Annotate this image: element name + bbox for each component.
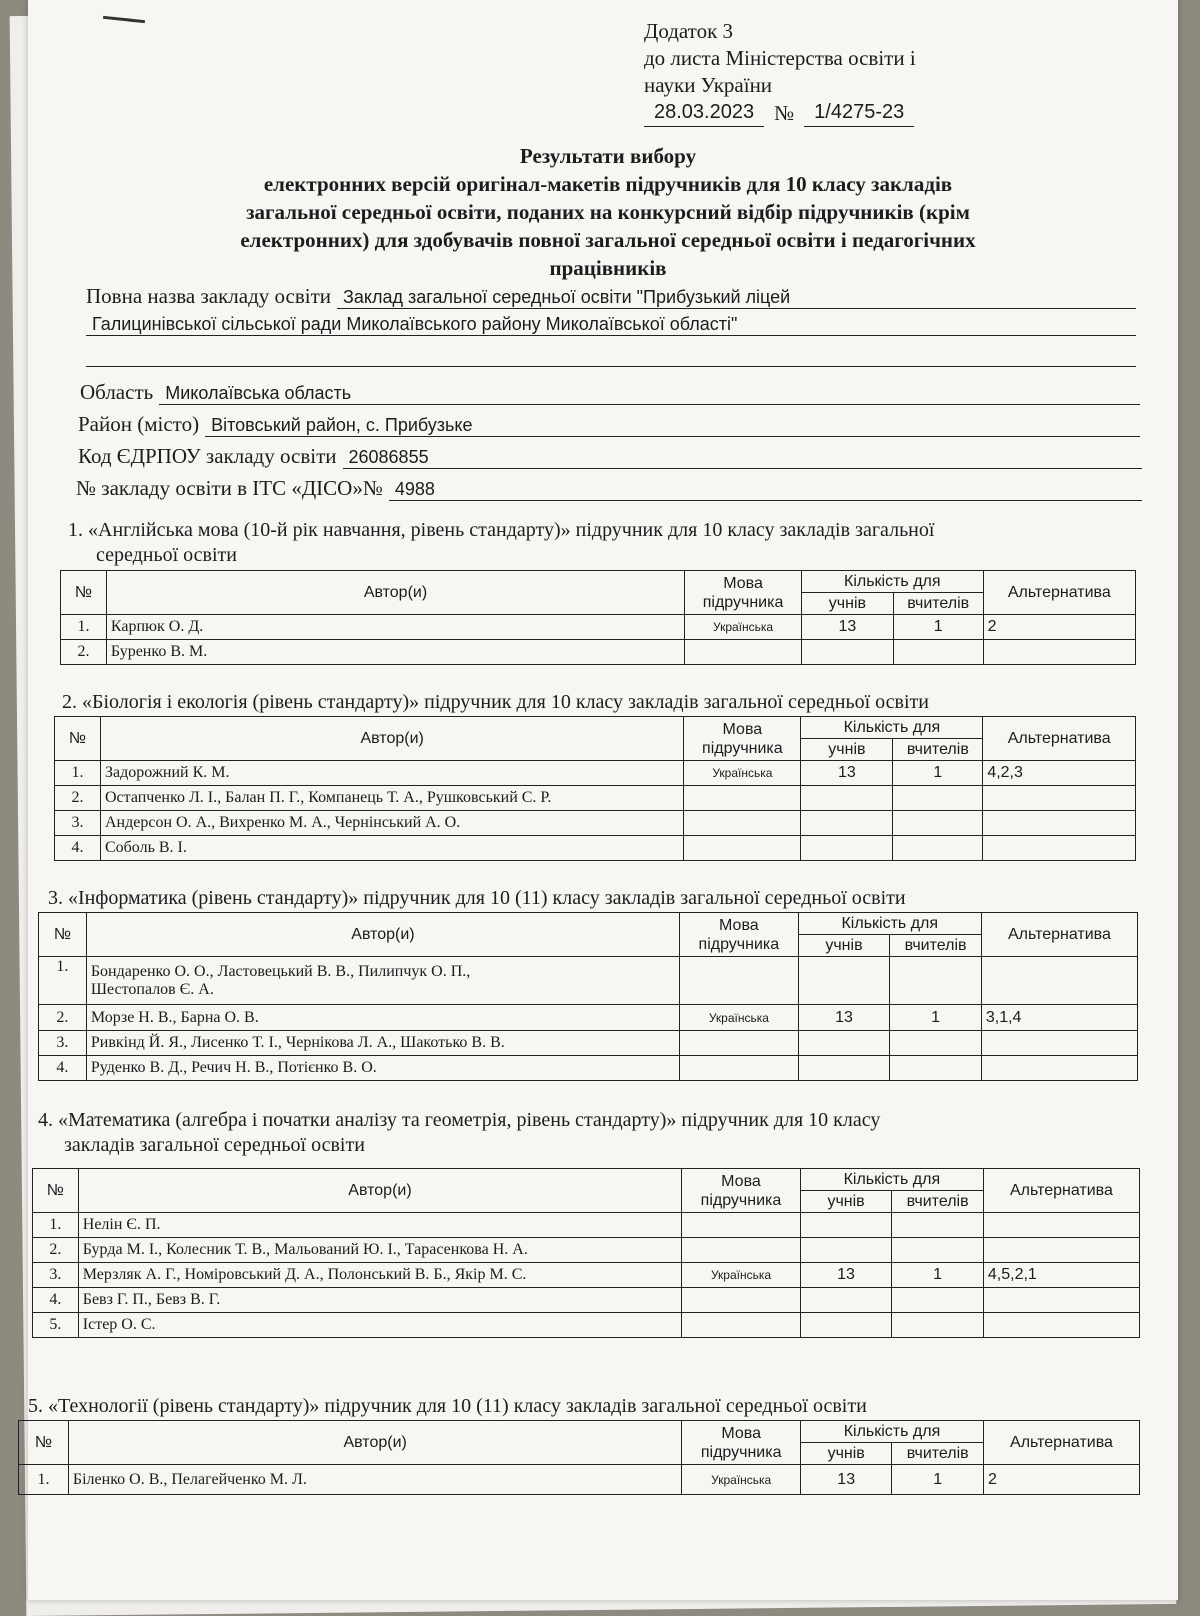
col-students-header: учнів — [800, 1443, 892, 1465]
region-label: Область — [80, 380, 154, 404]
table-header-row — [19, 1421, 1140, 1443]
section-3-title-line-1: 3. «Інформатика (рівень стандарту)» підручник для 10 (11) класу закладів загальної середньої освіти — [48, 887, 906, 909]
col-no-header: № — [39, 913, 87, 957]
table-row — [39, 1005, 1138, 1031]
row-teachers: 1 — [892, 1263, 984, 1288]
col-qty-header: Кількість для — [800, 1421, 983, 1443]
col-teachers-header: вчителів — [892, 1443, 984, 1465]
row-author: Руденко В. Д., Речич Н. В., Потієнко В. О. — [86, 1056, 679, 1081]
table-row — [33, 1238, 1140, 1263]
row-teachers — [892, 1288, 984, 1313]
row-students — [800, 1238, 892, 1263]
title-line-5: працівників — [549, 256, 667, 280]
row-author: Буренко В. М. — [106, 640, 684, 665]
row-students: 13 — [801, 761, 893, 786]
region-value: Миколаївська область — [159, 383, 1140, 405]
document-title — [98, 142, 1118, 282]
row-author: Задорожний К. М. — [100, 761, 683, 786]
row-lang — [684, 811, 801, 836]
row-students — [801, 836, 893, 861]
row-no: 1. — [39, 957, 87, 1005]
col-qty-header: Кількість для — [801, 717, 983, 739]
its-value: 4988 — [389, 479, 1142, 501]
row-author: Мерзляк А. Г., Номіровський Д. А., Полонський В. Б., Якір М. С. — [78, 1263, 681, 1288]
blank-line — [86, 366, 1136, 367]
col-teachers-header: вчителів — [892, 1191, 984, 1213]
row-lang — [684, 786, 801, 811]
section-2-title — [62, 690, 1152, 715]
col-authors-header: Автор(и) — [100, 717, 683, 761]
letter-number: 1/4275-23 — [804, 99, 914, 127]
section-2-title-line-1: 2. «Біологія і екологія (рівень стандарту)» підручник для 10 класу закладів загальної середньої освіти — [62, 691, 929, 713]
table-row — [61, 615, 1136, 640]
col-qty-header: Кількість для — [798, 913, 981, 935]
row-alt — [983, 811, 1136, 836]
table-row — [33, 1213, 1140, 1238]
row-teachers — [892, 1213, 984, 1238]
row-students: 13 — [800, 1465, 892, 1495]
col-no-header: № — [61, 571, 107, 615]
row-alt — [983, 836, 1136, 861]
row-students — [798, 1056, 890, 1081]
row-teachers — [893, 811, 983, 836]
row-students — [800, 1288, 892, 1313]
row-lang — [684, 836, 801, 861]
row-lang — [682, 1238, 801, 1263]
section-1-table — [60, 570, 1136, 665]
row-teachers — [893, 836, 983, 861]
fullname-field — [86, 284, 1136, 309]
district-field — [78, 412, 1140, 437]
row-alt — [981, 1031, 1137, 1056]
row-lang — [680, 957, 799, 1005]
row-teachers — [890, 1031, 982, 1056]
row-alt — [983, 1288, 1139, 1313]
row-author-line-2: Шестопалов Є. А. — [90, 980, 214, 998]
appendix-line-2: до листа Міністерства освіти і — [644, 46, 916, 70]
section-3-title — [48, 886, 1148, 911]
edrpou-label: Код ЄДРПОУ закладу освіти — [78, 444, 337, 468]
col-authors-header: Автор(и) — [68, 1421, 682, 1465]
row-lang: Українська — [685, 615, 802, 640]
table-row — [55, 786, 1136, 811]
edrpou-field — [78, 444, 1142, 469]
row-author: Біленко О. В., Пелагейченко М. Л. — [68, 1465, 682, 1495]
row-author: Істер О. С. — [78, 1313, 681, 1338]
row-students: 13 — [801, 615, 893, 640]
row-teachers: 1 — [892, 1465, 984, 1495]
col-lang-header: Мова підручника — [682, 1169, 801, 1213]
table-row — [39, 1031, 1138, 1056]
table-row — [39, 1056, 1138, 1081]
row-lang: Українська — [682, 1465, 801, 1495]
row-no: 1. — [33, 1213, 79, 1238]
table-header-row — [33, 1169, 1140, 1191]
row-no: 4. — [39, 1056, 87, 1081]
table-row — [33, 1263, 1140, 1288]
row-teachers — [892, 1238, 984, 1263]
row-teachers — [893, 640, 983, 665]
table-row — [55, 761, 1136, 786]
row-alt — [983, 1238, 1139, 1263]
col-students-header: учнів — [801, 739, 893, 761]
row-teachers: 1 — [890, 1005, 982, 1031]
col-teachers-header: вчителів — [893, 739, 983, 761]
row-lang: Українська — [680, 1005, 799, 1031]
row-lang: Українська — [682, 1263, 801, 1288]
section-5-title — [28, 1394, 1148, 1419]
col-teachers-header: вчителів — [890, 935, 982, 957]
col-authors-header: Автор(и) — [78, 1169, 681, 1213]
table-row — [55, 836, 1136, 861]
col-no-header: № — [55, 717, 101, 761]
row-no: 3. — [39, 1031, 87, 1056]
col-no-header: № — [33, 1169, 79, 1213]
fullname-value-2: Галицинівської сільської ради Миколаївського району Миколаївської області" — [86, 314, 1136, 336]
col-alt-header: Альтернатива — [983, 571, 1135, 615]
region-field — [80, 380, 1140, 405]
row-alt — [983, 640, 1135, 665]
col-students-header: учнів — [798, 935, 890, 957]
table-row — [61, 640, 1136, 665]
district-label: Район (місто) — [78, 412, 200, 436]
row-alt — [983, 1313, 1139, 1338]
its-field — [76, 476, 1142, 501]
col-alt-header: Альтернатива — [983, 717, 1136, 761]
fullname-label: Повна назва закладу освіти — [86, 284, 332, 308]
row-lang — [682, 1288, 801, 1313]
row-author: Нелін Є. П. — [78, 1213, 681, 1238]
fullname-field-2 — [86, 314, 1136, 336]
edrpou-value: 26086855 — [343, 447, 1143, 469]
appendix-header — [644, 18, 1064, 127]
section-4-title-line-1: 4. «Математика (алгебра і початки аналізу та геометрія, рівень стандарту)» підручник для 10 класу — [38, 1109, 881, 1131]
row-no: 1. — [55, 761, 101, 786]
section-2-table — [54, 716, 1136, 861]
row-no: 2. — [55, 786, 101, 811]
row-no: 3. — [33, 1263, 79, 1288]
row-lang — [680, 1031, 799, 1056]
table-header-row — [61, 571, 1136, 593]
pen-mark — [103, 16, 145, 23]
title-line-1: Результати вибору — [519, 144, 697, 168]
row-author: Морзе Н. В., Барна О. В. — [86, 1005, 679, 1031]
row-students — [800, 1213, 892, 1238]
row-students: 13 — [800, 1263, 892, 1288]
section-3-table — [38, 912, 1138, 1081]
row-no: 1. — [61, 615, 107, 640]
number-sign: № — [774, 101, 795, 125]
row-author: Андерсон О. А., Вихренко М. А., Чернінський А. О. — [100, 811, 683, 836]
row-students: 13 — [798, 1005, 890, 1031]
row-alt — [981, 1056, 1137, 1081]
col-lang-header: Мова підручника — [685, 571, 802, 615]
section-4-title-line-2: закладів загальної середньої освіти — [64, 1134, 365, 1156]
title-line-4: електронних) для здобувачів повної загальної середньої освіти і педагогічних — [240, 228, 976, 252]
row-teachers: 1 — [893, 761, 983, 786]
col-authors-header: Автор(и) — [106, 571, 684, 615]
section-1-title — [68, 518, 1148, 568]
col-lang-header: Мова підручника — [680, 913, 799, 957]
row-lang — [685, 640, 802, 665]
row-author: Бевз Г. П., Бевз В. Г. — [78, 1288, 681, 1313]
row-no: 1. — [19, 1465, 69, 1495]
row-no: 2. — [33, 1238, 79, 1263]
row-teachers — [892, 1313, 984, 1338]
col-alt-header: Альтернатива — [983, 1421, 1139, 1465]
row-students — [801, 640, 893, 665]
row-teachers — [890, 957, 982, 1005]
table-row — [39, 957, 1138, 1005]
row-students — [801, 786, 893, 811]
row-alt: 3,1,4 — [981, 1005, 1137, 1031]
row-author — [86, 957, 679, 1005]
section-1-title-line-2: середньої освіти — [96, 544, 237, 566]
col-alt-header: Альтернатива — [981, 913, 1137, 957]
row-students — [800, 1313, 892, 1338]
section-4-table — [32, 1168, 1140, 1338]
row-no: 5. — [33, 1313, 79, 1338]
row-no: 4. — [55, 836, 101, 861]
row-lang — [682, 1213, 801, 1238]
row-author: Остапченко Л. І., Балан П. Г., Компанець Т. А., Рушковський С. Р. — [100, 786, 683, 811]
fullname-value-1: Заклад загальної середньої освіти "Прибузький ліцей — [337, 287, 1136, 309]
document-page — [28, 0, 1178, 1600]
title-line-2: електронних версій оригінал-макетів підручників для 10 класу закладів — [263, 172, 953, 196]
row-teachers — [893, 786, 983, 811]
district-value: Вітовський район, с. Прибузьке — [205, 415, 1140, 437]
row-lang: Українська — [684, 761, 801, 786]
row-teachers — [890, 1056, 982, 1081]
row-teachers: 1 — [893, 615, 983, 640]
table-row — [55, 811, 1136, 836]
appendix-line-1: Додаток 3 — [644, 19, 734, 43]
letter-date: 28.03.2023 — [644, 99, 764, 127]
appendix-line-3: науки України — [644, 73, 773, 97]
section-5-table — [18, 1420, 1140, 1495]
col-alt-header: Альтернатива — [983, 1169, 1139, 1213]
row-author: Ривкінд Й. Я., Лисенко Т. І., Чернікова Л. А., Шакотько В. В. — [86, 1031, 679, 1056]
row-no: 2. — [61, 640, 107, 665]
section-1-title-line-1: 1. «Англійська мова (10-й рік навчання, рівень стандарту)» підручник для 10 класу закладів загальної — [68, 519, 935, 541]
row-alt: 2 — [983, 1465, 1139, 1495]
col-qty-header: Кількість для — [801, 571, 983, 593]
row-alt — [981, 957, 1137, 1005]
row-author: Соболь В. І. — [100, 836, 683, 861]
section-5-title-line-1: 5. «Технології (рівень стандарту)» підручник для 10 (11) класу закладів загальної середньої освіти — [28, 1395, 867, 1417]
table-row — [19, 1465, 1140, 1495]
row-author: Бурда М. І., Колесник Т. В., Мальований Ю. І., Тарасенкова Н. А. — [78, 1238, 681, 1263]
col-no-header: № — [19, 1421, 69, 1465]
col-authors-header: Автор(и) — [86, 913, 679, 957]
row-alt — [983, 1213, 1139, 1238]
col-students-header: учнів — [801, 593, 893, 615]
title-line-3: загальної середньої освіти, поданих на конкурсний відбір підручників (крім — [246, 200, 970, 224]
row-students — [798, 957, 890, 1005]
col-students-header: учнів — [800, 1191, 892, 1213]
col-teachers-header: вчителів — [893, 593, 983, 615]
row-author: Карпюк О. Д. — [106, 615, 684, 640]
row-alt: 4,2,3 — [983, 761, 1136, 786]
row-author-line-1: Бондаренко О. О., Ластовецький В. В., Пилипчук О. П., — [90, 962, 471, 980]
row-lang — [680, 1056, 799, 1081]
col-lang-header: Мова підручника — [682, 1421, 801, 1465]
row-alt — [983, 786, 1136, 811]
row-alt: 4,5,2,1 — [983, 1263, 1139, 1288]
table-row — [33, 1313, 1140, 1338]
col-lang-header: Мова підручника — [684, 717, 801, 761]
row-students — [798, 1031, 890, 1056]
its-label: № закладу освіти в ІТС «ДІСО»№ — [76, 476, 383, 500]
table-header-row — [39, 913, 1138, 935]
col-qty-header: Кількість для — [800, 1169, 983, 1191]
section-4-title — [38, 1108, 1148, 1158]
row-alt: 2 — [983, 615, 1135, 640]
row-lang — [682, 1313, 801, 1338]
row-students — [801, 811, 893, 836]
table-row — [33, 1288, 1140, 1313]
row-no: 3. — [55, 811, 101, 836]
row-no: 2. — [39, 1005, 87, 1031]
row-no: 4. — [33, 1288, 79, 1313]
table-header-row — [55, 717, 1136, 739]
